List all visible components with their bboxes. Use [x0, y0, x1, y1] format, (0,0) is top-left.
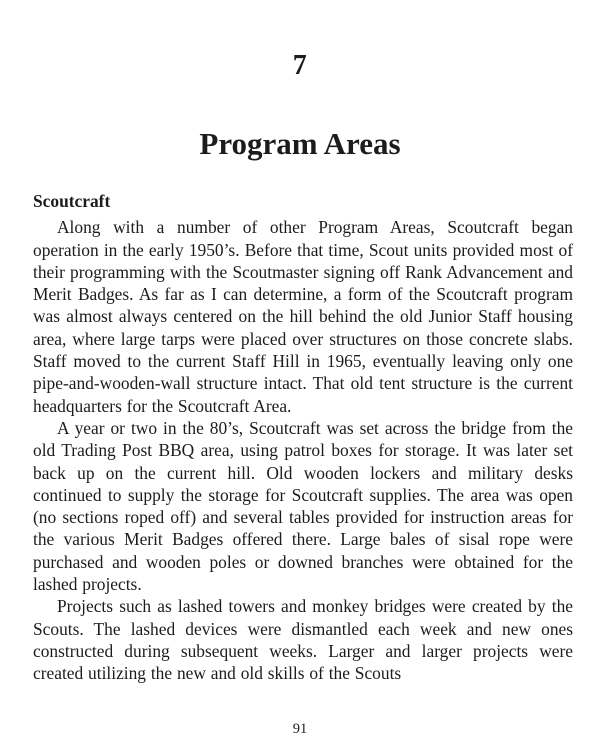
paragraph-3: Projects such as lashed towers and monkey bridges were created by the Scouts. The lashed devices were dismantled each week and new ones constructed during subsequent weeks. Larger and larger projects were created utilizing the new and old skills of the Scouts — [33, 596, 573, 684]
chapter-title: Program Areas — [199, 126, 401, 161]
section-heading: Scoutcraft — [33, 191, 111, 211]
chapter-number: 7 — [292, 50, 308, 81]
paragraph-1: Along with a number of other Program Areas, Scoutcraft began operation in the early 1950’s. Before that time, Scout units provided most of their programming with the Scoutmaster signing off Rank Advancement and Merit Badges. As far as I can determine, a form of the Scoutcraft program was almost always centered on the hill behind the old Junior Staff housing area, where large tarps were placed over structures on those concrete slabs. Staff moved to the current Staff Hill in 1965, eventually leaving only one pipe-and-wooden-wall structure intact. That old tent structure is the current headquarters for the Scoutcraft Area. — [33, 217, 573, 416]
page-content — [33, 190, 573, 685]
paragraph-2: A year or two in the 80’s, Scoutcraft was set across the bridge from the old Trading Post BBQ area, using patrol boxes for storage. It was later set back up on the current hill. Old wooden lockers and military desks continued to supply the storage for Scoutcraft supplies. The area was open (no sections roped off) and several tables provided for instruction areas for the various Merit Badges offered there. Large bales of sisal rope were purchased and wooden poles or downed branches were obtained for the lashed projects. — [33, 417, 573, 595]
page-number: 91 — [292, 721, 308, 737]
